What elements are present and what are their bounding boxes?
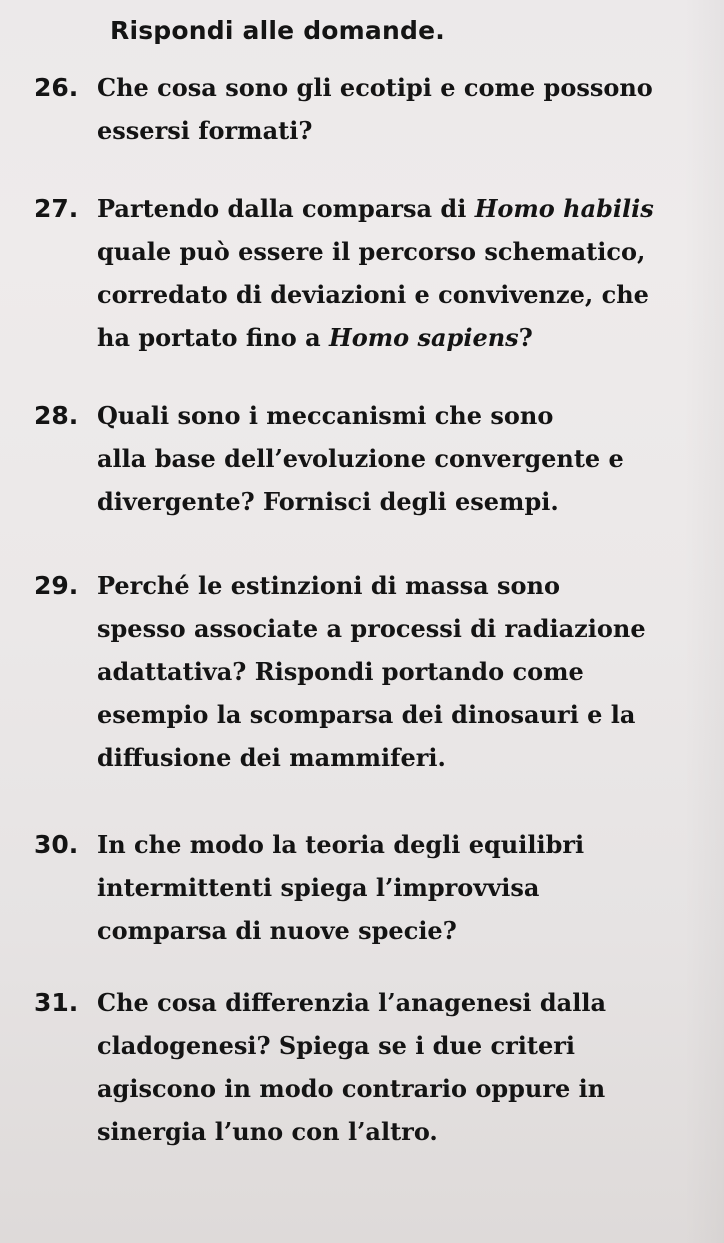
question-line <box>97 736 697 779</box>
text-segment: divergente? Fornisci degli esempi. <box>97 487 559 516</box>
text-segment: agiscono in modo contrario oppure in <box>97 1074 606 1103</box>
question-text <box>97 66 697 152</box>
text-segment: Partendo dalla comparsa di <box>97 194 475 223</box>
question-text <box>97 187 697 359</box>
question-line <box>97 564 697 607</box>
question-text <box>97 564 697 779</box>
question-line <box>97 394 697 437</box>
question-line <box>97 650 697 693</box>
question-line <box>97 187 697 230</box>
text-segment: ha portato fino a <box>97 323 330 352</box>
species-name: Homo habilis <box>474 194 654 223</box>
question-number: 29. <box>34 571 79 600</box>
question-line <box>97 1024 697 1067</box>
question-line <box>97 1110 697 1153</box>
question-text <box>97 394 697 523</box>
question-line <box>97 1067 697 1110</box>
text-segment: alla base dell’evoluzione convergente e <box>97 444 624 473</box>
text-segment: esempio la scomparsa dei dinosauri e la <box>97 700 636 729</box>
text-segment: ? <box>518 323 533 352</box>
question-line <box>97 66 697 109</box>
question-number: 26. <box>34 73 79 102</box>
question-number: 28. <box>34 401 79 430</box>
question-line <box>97 693 697 736</box>
question-line <box>97 273 697 316</box>
question-line <box>97 981 697 1024</box>
text-segment: In che modo la teoria degli equilibri <box>97 830 585 859</box>
text-segment: Che cosa sono gli ecotipi e come possono <box>97 73 653 102</box>
text-segment: comparsa di nuove specie? <box>97 916 457 945</box>
text-segment: quale può essere il percorso schematico, <box>97 237 646 266</box>
question-number: 30. <box>34 830 79 859</box>
question-number: 31. <box>34 988 79 1017</box>
text-segment: Che cosa differenzia l’anagenesi dalla <box>97 988 606 1017</box>
question-line <box>97 480 697 523</box>
text-segment: Perché le estinzioni di massa sono <box>97 571 560 600</box>
question-line <box>97 607 697 650</box>
question-line <box>97 866 697 909</box>
page-edge-shadow <box>684 0 724 1243</box>
text-segment: essersi formati? <box>97 116 313 145</box>
question-line <box>97 316 697 359</box>
text-segment: sinergia l’uno con l’altro. <box>97 1117 438 1146</box>
text-segment: Quali sono i meccanismi che sono <box>97 401 554 430</box>
question-text <box>97 823 697 952</box>
question-line <box>97 109 697 152</box>
question-line <box>97 823 697 866</box>
section-heading: Rispondi alle domande. <box>110 16 445 45</box>
text-segment: corredato di deviazioni e convivenze, che <box>97 280 649 309</box>
question-line <box>97 437 697 480</box>
text-segment: intermittenti spiega l’improvvisa <box>97 873 540 902</box>
question-line <box>97 230 697 273</box>
text-segment: diffusione dei mammiferi. <box>97 743 446 772</box>
text-segment: spesso associate a processi di radiazione <box>97 614 646 643</box>
text-segment: cladogenesi? Spiega se i due criteri <box>97 1031 576 1060</box>
question-line <box>97 909 697 952</box>
species-name: Homo sapiens <box>329 323 519 352</box>
text-segment: adattativa? Rispondi portando come <box>97 657 584 686</box>
question-text <box>97 981 697 1153</box>
question-number: 27. <box>34 194 79 223</box>
